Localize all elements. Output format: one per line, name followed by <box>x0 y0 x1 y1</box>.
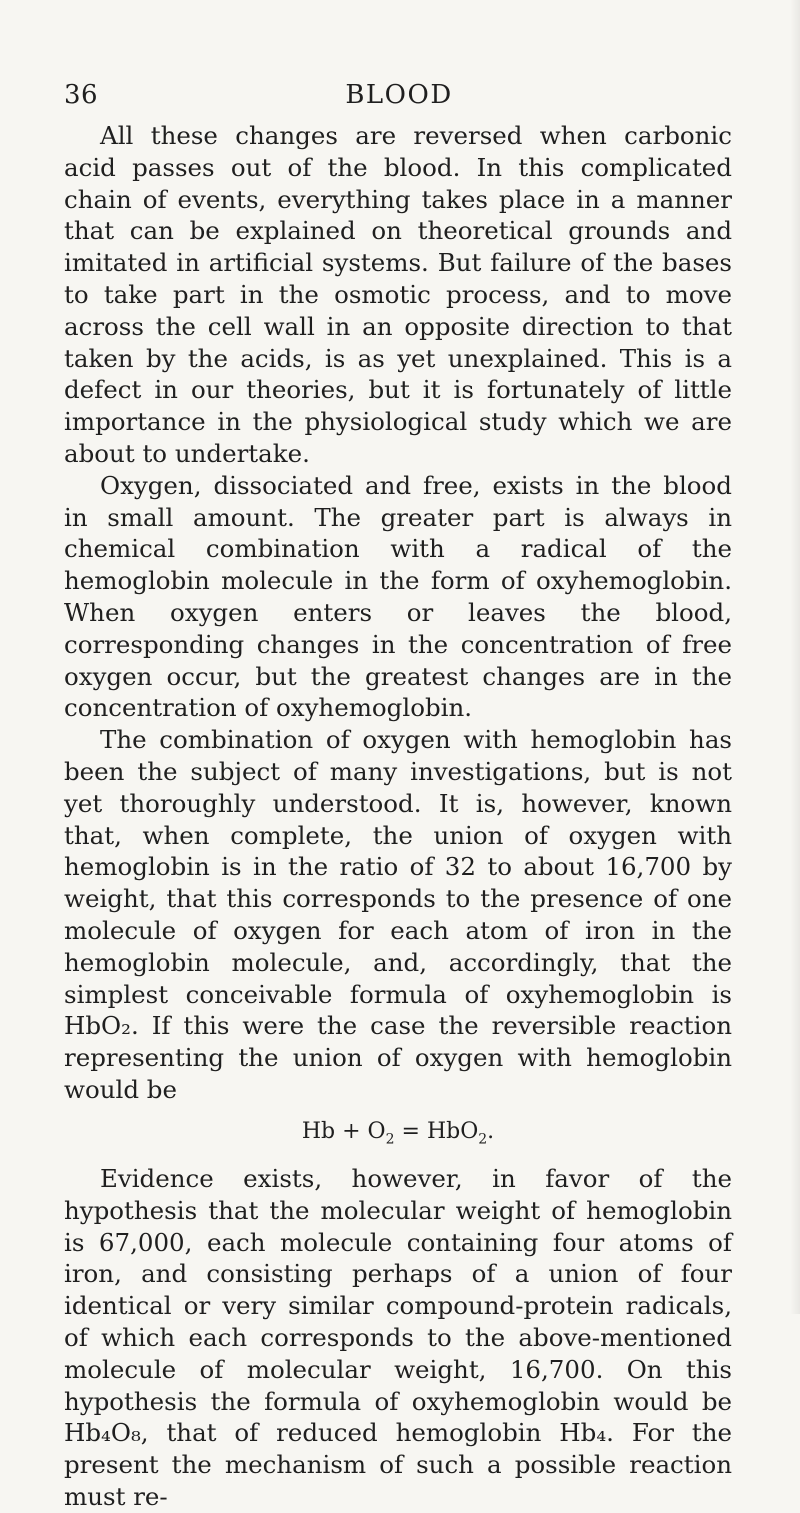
equation-oxygen: O <box>367 1118 386 1144</box>
body-text <box>64 120 732 1513</box>
equation-hbo: HbO <box>426 1118 479 1144</box>
paragraph-2: Oxygen, dissociated and free, exists in the blood in small amount. The greater part is always in chemical combination with a radical of the hemoglobin molecule in the form of oxyhemoglobin. When oxygen enters or leaves the blood, corresponding changes in the concentration of free oxygen occur, but the greatest changes are in the concentration of oxyhemoglobin. <box>64 470 732 723</box>
page-number: 36 <box>64 80 99 110</box>
page-edge-shadow <box>790 0 800 1314</box>
equation-equals: = <box>401 1118 420 1144</box>
equation-end: . <box>487 1118 495 1144</box>
equation-hb: Hb <box>301 1118 336 1144</box>
paragraph-4: Evidence exists, however, in favor of the hypothesis that the molecular weight of hemoglobin is 67,000, each molecule containing four atoms of iron, and consisting perhaps of a union of four identical or very similar compound-protein radicals, of which each corresponds to the above-mentioned molecule of molecular weight, 16,700. On this hypothesis the formula of oxyhemoglobin would be Hb₄O₈, that of reduced hemoglobin Hb₄. For the present the mechanism of such a possible reaction must re- <box>64 1164 732 1512</box>
chemical-equation <box>64 1118 732 1153</box>
running-head: BLOOD <box>345 80 453 110</box>
paragraph-1: All these changes are reversed when carbonic acid passes out of the blood. In this complicated chain of events, everything takes place in a manner that can be explained on theoretical grounds and imitated in artificial systems. But failure of the bases to take part in the osmotic process, and to move across the cell wall in an opposite direction to that taken by the acids, is as yet unexplained. This is a defect in our theories, but it is fortunately of little importance in the physiological study which we are about to undertake. <box>64 121 732 468</box>
equation-plus: + <box>342 1118 361 1144</box>
paragraph-3: The combination of oxygen with hemoglobin has been the subject of many investigations, but is not yet thoroughly understood. It is, however, known that, when complete, the union of oxygen with hemoglobin is in the ratio of 32 to about 16,700 by weight, that this corresponds to the presence of one molecule of oxygen for each atom of iron in the hemoglobin molecule, and, accordingly, that the simplest conceivable formula of oxyhemoglobin is HbO₂. If this were the case the reversible reaction representing the union of oxygen with hemoglobin would be <box>64 725 732 1104</box>
page-header <box>64 80 734 114</box>
equation-oxygen-subscript: 2 <box>385 1131 395 1148</box>
equation-hbo-subscript: 2 <box>478 1131 488 1148</box>
